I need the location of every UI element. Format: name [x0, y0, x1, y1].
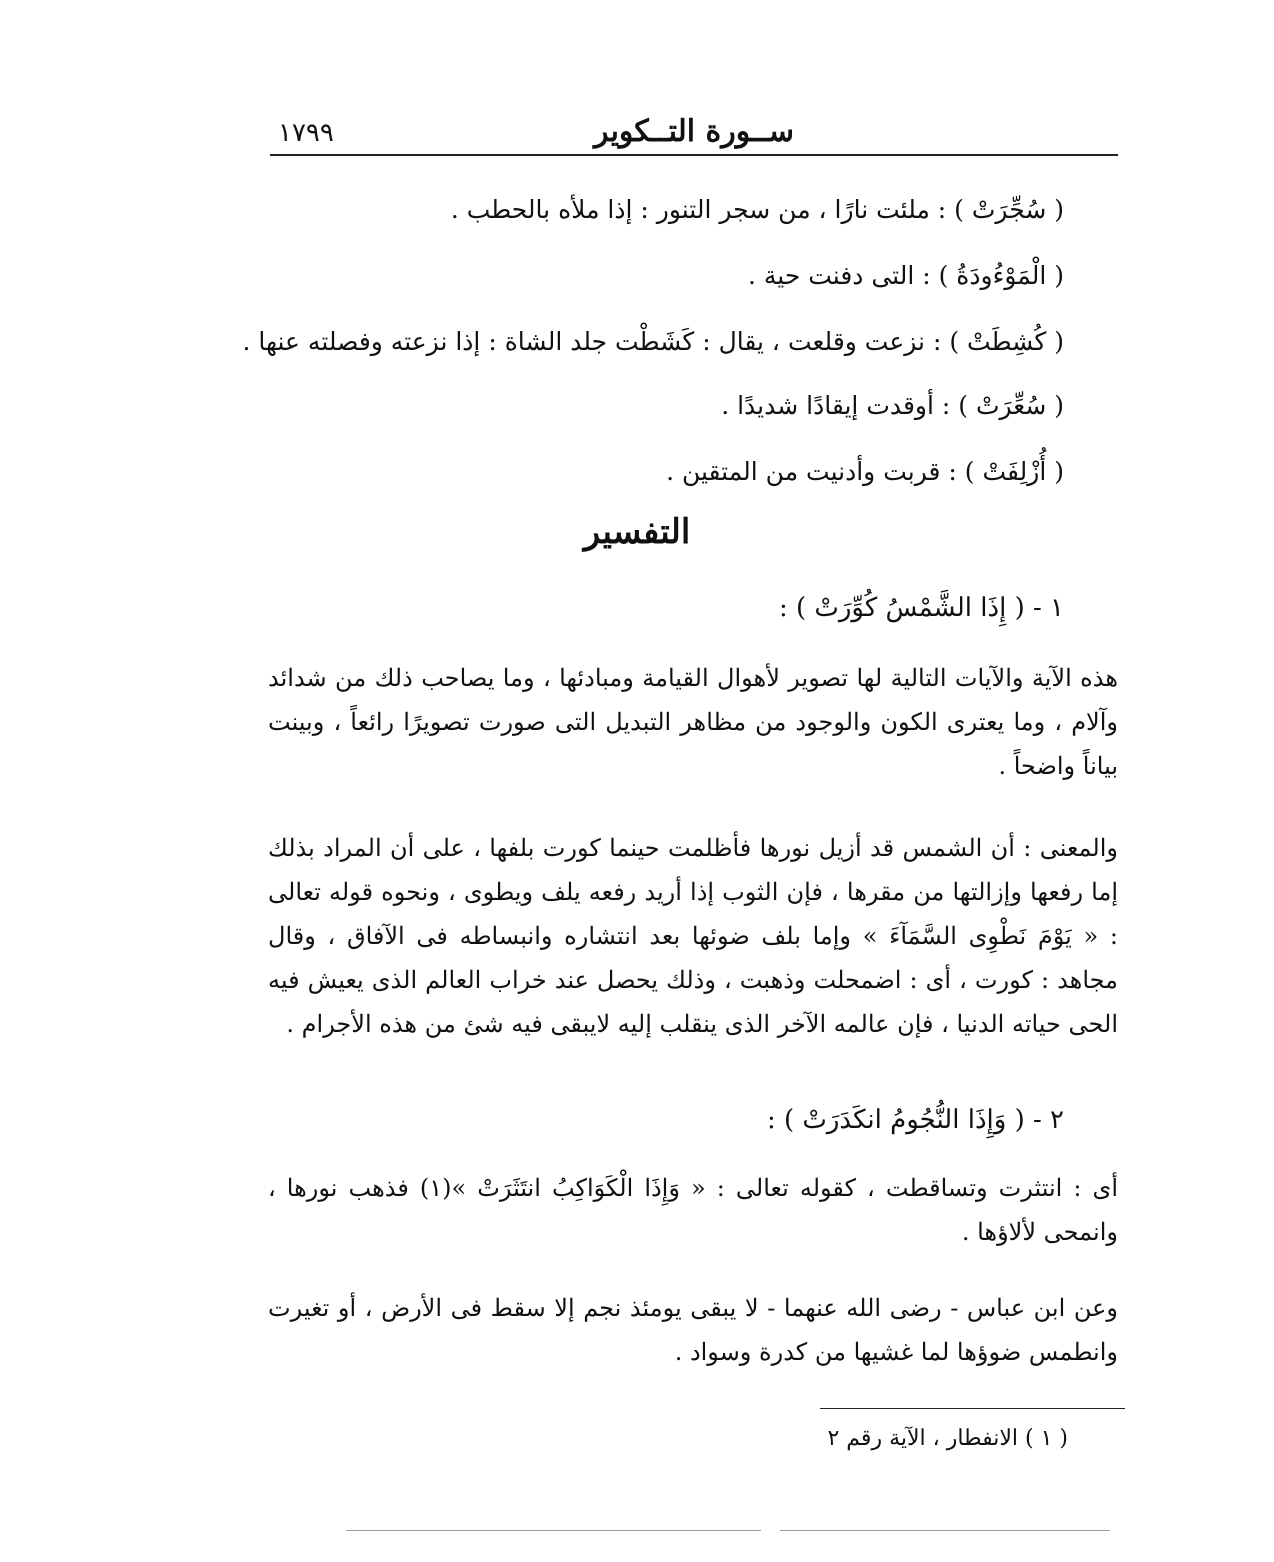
scan-edge-line	[780, 1530, 1110, 1531]
page-number: ١٧٩٩	[278, 118, 334, 148]
glossary-entry: ( سُجِّرَتْ ) : ملئت نارًا ، من سجر التنور : إذا ملأه بالحطب .	[450, 195, 1064, 224]
verse-1-paragraph-1: هذه الآية والآيات التالية لها تصوير لأهوال القيامة ومبادئها ، وما يصاحب ذلك من شدائد وآلام ، وما يعترى الكون والوجود من مظاهر التبديل التى صورت تصويرًا رائعاً ، وبينت بياناً واضحاً .	[268, 664, 1118, 780]
section-heading: التفسير	[583, 512, 691, 552]
verse-1-paragraph-2: والمعنى : أن الشمس قد أزيل نورها فأظلمت حينما كورت بلفها ، على أن المراد بذلك إما رفعها وإزالتها من مقرها ، فإن الثوب إذا أريد رفعه يلف ويطوى ، ونحوه قوله تعالى : « يَوْمَ نَطْوِى السَّمَآءَ » وإما بلف ضوئها بعد انتشاره وانبساطه فى الآفاق ، وقال مجاهد : كورت ، أى : اضمحلت وذهبت ، وذلك يحصل عند خراب العالم الذى يعيش فيه الحى حياته الدنيا ، فإن عالمه الآخر الذى ينقلب إليه لايبقى فيه شئ من هذه الأجرام .	[268, 834, 1118, 1038]
glossary-entry: ( سُعِّرَتْ ) : أوقدت إيقادًا شديدًا .	[721, 391, 1064, 420]
verse-2-paragraph-2: وعن ابن عباس - رضى الله عنهما - لا يبقى يومئذ نجم إلا سقط فى الأرض ، أو تغيرت وانطمس ضوؤها لما غشيها من كدرة وسواد .	[268, 1294, 1119, 1366]
scan-edge-line	[346, 1530, 761, 1531]
running-title: ســورة التــكوير	[594, 114, 794, 149]
page-header	[270, 112, 1118, 156]
verse-2-paragraph-1: أى : انتثرت وتساقطت ، كقوله تعالى : « وَإِذَا الْكَوَاكِبُ انتَثَرَتْ »(١) فذهب نورها ، وانمحى لألاؤها .	[268, 1174, 1118, 1246]
glossary-entry: ( الْمَوْءُودَةُ ) : التى دفنت حية .	[747, 261, 1064, 290]
glossary-entry: ( أُزْلِفَتْ ) : قربت وأدنيت من المتقين .	[666, 457, 1064, 486]
verse-1-heading: ١ - ( إِذَا الشَّمْسُ كُوِّرَتْ ) :	[778, 593, 1064, 623]
glossary-entry: ( كُشِطَتْ ) : نزعت وقلعت ، يقال : كَشَطْت جلد الشاة : إذا نزعته وفصلته عنها .	[242, 327, 1064, 356]
verse-2-heading: ٢ - ( وَإِذَا النُّجُومُ انكَدَرَتْ ) :	[766, 1105, 1064, 1135]
footnote-divider	[820, 1408, 1125, 1409]
footnote: ( ١ ) الانفطار ، الآية رقم ٢	[827, 1426, 1068, 1451]
